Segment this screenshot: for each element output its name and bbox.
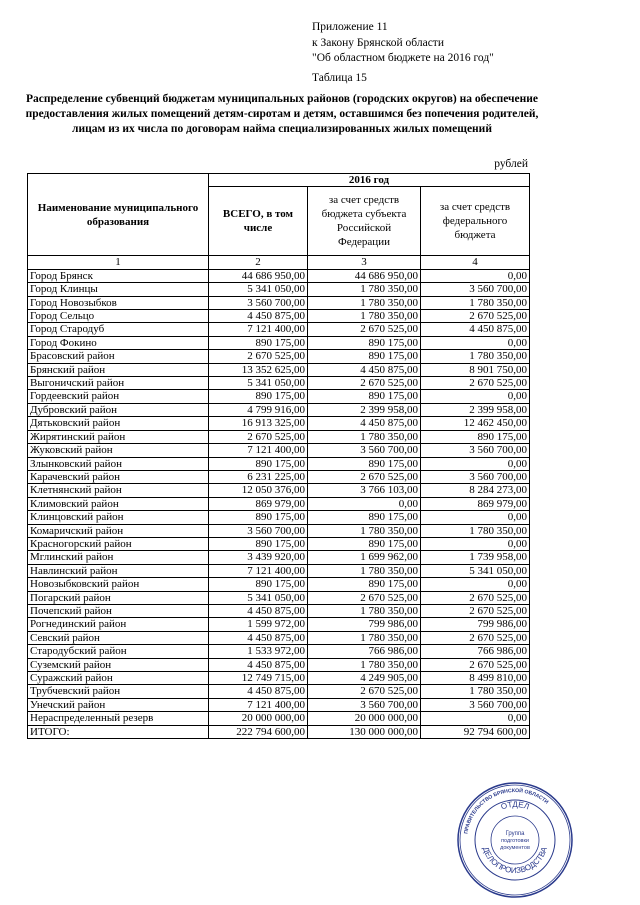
table-row — [28, 578, 530, 591]
header-name: Наименование муниципального образования — [28, 174, 209, 256]
row-federal: 1 780 350,00 — [421, 296, 530, 309]
row-total: 7 121 400,00 — [209, 444, 308, 457]
row-name: Нераспределенный резерв — [28, 712, 209, 725]
row-total: 890 175,00 — [209, 578, 308, 591]
row-regional: 4 450 875,00 — [308, 363, 421, 376]
row-total: 7 121 400,00 — [209, 564, 308, 577]
table-row — [28, 336, 530, 349]
row-regional: 1 780 350,00 — [308, 564, 421, 577]
row-total: 1 599 972,00 — [209, 618, 308, 631]
row-total: 7 121 400,00 — [209, 323, 308, 336]
row-federal: 1 780 350,00 — [421, 524, 530, 537]
row-total: 3 560 700,00 — [209, 296, 308, 309]
row-total: 4 450 875,00 — [209, 310, 308, 323]
row-name: Суземский район — [28, 658, 209, 671]
row-name: Стародубский район — [28, 645, 209, 658]
row-federal: 8 499 810,00 — [421, 672, 530, 685]
row-federal: 0,00 — [421, 390, 530, 403]
row-name: Гордеевский район — [28, 390, 209, 403]
row-federal: 2 670 525,00 — [421, 631, 530, 644]
unit-label: рублей — [494, 158, 528, 170]
row-federal: 2 670 525,00 — [421, 604, 530, 617]
row-federal: 3 560 700,00 — [421, 283, 530, 296]
row-regional: 2 670 525,00 — [308, 377, 421, 390]
row-regional: 890 175,00 — [308, 390, 421, 403]
row-total: 222 794 600,00 — [209, 725, 308, 738]
row-total: 890 175,00 — [209, 390, 308, 403]
table-row — [28, 685, 530, 698]
table-row — [28, 698, 530, 711]
table-row — [28, 363, 530, 376]
row-federal: 0,00 — [421, 712, 530, 725]
row-regional: 3 560 700,00 — [308, 698, 421, 711]
annex-header — [312, 20, 494, 67]
table-row — [28, 470, 530, 483]
row-name: Выгоничский район — [28, 377, 209, 390]
stamp-inner-line-3: документов — [500, 845, 530, 851]
header-total: ВСЕГО, в том числе — [209, 187, 308, 256]
row-regional: 1 780 350,00 — [308, 310, 421, 323]
table-row — [28, 296, 530, 309]
column-number: 3 — [308, 256, 421, 269]
stamp-inner-line-1: Группа — [505, 831, 525, 837]
header-year: 2016 год — [209, 174, 530, 187]
row-federal: 12 462 450,00 — [421, 417, 530, 430]
row-name: Навлинский район — [28, 564, 209, 577]
table-row — [28, 310, 530, 323]
row-regional: 3 560 700,00 — [308, 444, 421, 457]
row-total: 44 686 950,00 — [209, 269, 308, 282]
row-federal: 1 739 958,00 — [421, 551, 530, 564]
row-total: 1 533 972,00 — [209, 645, 308, 658]
row-name: Брасовский район — [28, 350, 209, 363]
table-row — [28, 591, 530, 604]
row-name: Город Брянск — [28, 269, 209, 282]
table-row — [28, 444, 530, 457]
row-name: Мглинский район — [28, 551, 209, 564]
row-total: 12 749 715,00 — [209, 672, 308, 685]
row-total: 5 341 050,00 — [209, 377, 308, 390]
row-federal: 2 670 525,00 — [421, 658, 530, 671]
row-federal: 0,00 — [421, 457, 530, 470]
table-row — [28, 564, 530, 577]
row-federal: 869 979,00 — [421, 497, 530, 510]
row-total: 869 979,00 — [209, 497, 308, 510]
row-federal: 92 794 600,00 — [421, 725, 530, 738]
table-row — [28, 645, 530, 658]
row-regional: 1 780 350,00 — [308, 631, 421, 644]
row-federal: 2 670 525,00 — [421, 310, 530, 323]
row-federal: 2 670 525,00 — [421, 377, 530, 390]
row-federal: 1 780 350,00 — [421, 350, 530, 363]
table-number: Таблица 15 — [312, 72, 367, 84]
row-total: 2 670 525,00 — [209, 350, 308, 363]
row-total: 20 000 000,00 — [209, 712, 308, 725]
row-name: Клетнянский район — [28, 484, 209, 497]
table-row — [28, 283, 530, 296]
row-total: 2 670 525,00 — [209, 430, 308, 443]
row-total: 5 341 050,00 — [209, 283, 308, 296]
row-federal: 0,00 — [421, 336, 530, 349]
row-federal: 0,00 — [421, 537, 530, 550]
table-row — [28, 725, 530, 738]
table-row — [28, 537, 530, 550]
row-federal: 3 560 700,00 — [421, 698, 530, 711]
row-regional: 1 780 350,00 — [308, 658, 421, 671]
row-name: ИТОГО: — [28, 725, 209, 738]
row-total: 6 231 225,00 — [209, 470, 308, 483]
row-name: Город Стародуб — [28, 323, 209, 336]
table-row — [28, 350, 530, 363]
row-total: 13 352 625,00 — [209, 363, 308, 376]
row-total: 3 560 700,00 — [209, 524, 308, 537]
row-regional: 1 780 350,00 — [308, 283, 421, 296]
row-total: 4 799 916,00 — [209, 403, 308, 416]
row-regional: 2 670 525,00 — [308, 470, 421, 483]
row-name: Город Клинцы — [28, 283, 209, 296]
row-federal: 5 341 050,00 — [421, 564, 530, 577]
annex-line-2: к Закону Брянской области — [312, 36, 444, 49]
table-row — [28, 269, 530, 282]
row-federal: 2 670 525,00 — [421, 591, 530, 604]
row-name: Красногорский район — [28, 537, 209, 550]
row-name: Город Фокино — [28, 336, 209, 349]
table-row — [28, 403, 530, 416]
row-regional: 4 249 905,00 — [308, 672, 421, 685]
row-federal: 4 450 875,00 — [421, 323, 530, 336]
table-row — [28, 658, 530, 671]
row-total: 890 175,00 — [209, 511, 308, 524]
row-regional: 4 450 875,00 — [308, 417, 421, 430]
row-total: 16 913 325,00 — [209, 417, 308, 430]
row-total: 4 450 875,00 — [209, 631, 308, 644]
row-regional: 20 000 000,00 — [308, 712, 421, 725]
row-regional: 2 670 525,00 — [308, 591, 421, 604]
row-federal: 0,00 — [421, 578, 530, 591]
row-name: Карачевский район — [28, 470, 209, 483]
row-name: Город Сельцо — [28, 310, 209, 323]
row-total: 7 121 400,00 — [209, 698, 308, 711]
header-federal: за счет средств федерального бюджета — [421, 187, 530, 256]
row-regional: 890 175,00 — [308, 537, 421, 550]
header-regional: за счет средств бюджета субъекта Российской Федерации — [308, 187, 421, 256]
row-total: 890 175,00 — [209, 336, 308, 349]
table-row — [28, 430, 530, 443]
table-row — [28, 497, 530, 510]
stamp-top-text: ОТДЕЛ — [499, 799, 531, 812]
table-row — [28, 672, 530, 685]
row-regional: 890 175,00 — [308, 578, 421, 591]
row-regional: 1 780 350,00 — [308, 430, 421, 443]
row-name: Брянский район — [28, 363, 209, 376]
table-row — [28, 457, 530, 470]
table-row — [28, 511, 530, 524]
table-row — [28, 604, 530, 617]
row-regional: 890 175,00 — [308, 457, 421, 470]
row-regional: 799 986,00 — [308, 618, 421, 631]
row-name: Погарский район — [28, 591, 209, 604]
row-regional: 766 986,00 — [308, 645, 421, 658]
row-regional: 0,00 — [308, 497, 421, 510]
row-name: Клинцовский район — [28, 511, 209, 524]
table-row — [28, 377, 530, 390]
row-name: Дятьковский район — [28, 417, 209, 430]
row-name: Климовский район — [28, 497, 209, 510]
row-federal: 2 399 958,00 — [421, 403, 530, 416]
row-regional: 3 766 103,00 — [308, 484, 421, 497]
column-number: 4 — [421, 256, 530, 269]
row-federal: 3 560 700,00 — [421, 470, 530, 483]
row-federal: 766 986,00 — [421, 645, 530, 658]
annex-line-1: Приложение 11 — [312, 21, 388, 33]
row-federal: 8 284 273,00 — [421, 484, 530, 497]
stamp-ring-text: ПРАВИТЕЛЬСТВО БРЯНСКОЙ ОБЛАСТИ — [463, 787, 550, 835]
row-name: Жуковский район — [28, 444, 209, 457]
row-federal: 0,00 — [421, 269, 530, 282]
subventions-table — [27, 173, 530, 739]
row-federal: 799 986,00 — [421, 618, 530, 631]
column-number: 2 — [209, 256, 308, 269]
row-federal: 0,00 — [421, 511, 530, 524]
stamp-bottom-text: ДЕЛОПРОИЗВОДСТВА — [480, 845, 550, 876]
row-regional: 1 780 350,00 — [308, 296, 421, 309]
office-stamp — [455, 780, 575, 900]
row-name: Злынковский район — [28, 457, 209, 470]
row-regional: 2 670 525,00 — [308, 685, 421, 698]
table-row — [28, 323, 530, 336]
row-total: 890 175,00 — [209, 537, 308, 550]
table-row — [28, 524, 530, 537]
table-row — [28, 631, 530, 644]
table-row — [28, 390, 530, 403]
row-name: Суражский район — [28, 672, 209, 685]
row-regional: 2 670 525,00 — [308, 323, 421, 336]
row-regional: 130 000 000,00 — [308, 725, 421, 738]
row-regional: 890 175,00 — [308, 511, 421, 524]
row-regional: 1 780 350,00 — [308, 604, 421, 617]
row-name: Дубровский район — [28, 403, 209, 416]
row-name: Город Новозыбков — [28, 296, 209, 309]
row-name: Новозыбковский район — [28, 578, 209, 591]
table-row — [28, 484, 530, 497]
stamp-inner-line-2: подготовки — [501, 838, 529, 844]
row-total: 4 450 875,00 — [209, 685, 308, 698]
row-total: 4 450 875,00 — [209, 658, 308, 671]
row-total: 5 341 050,00 — [209, 591, 308, 604]
row-total: 4 450 875,00 — [209, 604, 308, 617]
row-name: Комаричский район — [28, 524, 209, 537]
row-regional: 44 686 950,00 — [308, 269, 421, 282]
row-regional: 890 175,00 — [308, 350, 421, 363]
row-regional: 1 699 962,00 — [308, 551, 421, 564]
annex-line-3: "Об областном бюджете на 2016 год" — [312, 52, 494, 64]
document-title: Распределение субвенций бюджетам муниципальных районов (городских округов) на обеспечение предоставления жилых помещений детям-сиротам и детям, оставшимся без попечения родителей, лицам из их числа по договорам найма специализированных жилых помещений — [25, 93, 539, 135]
row-total: 12 050 376,00 — [209, 484, 308, 497]
row-federal: 1 780 350,00 — [421, 685, 530, 698]
row-name: Трубчевский район — [28, 685, 209, 698]
row-regional: 890 175,00 — [308, 336, 421, 349]
row-federal: 3 560 700,00 — [421, 444, 530, 457]
row-name: Севский район — [28, 631, 209, 644]
row-federal: 890 175,00 — [421, 430, 530, 443]
row-name: Почепский район — [28, 604, 209, 617]
table-row — [28, 712, 530, 725]
table-row — [28, 417, 530, 430]
row-name: Рогнединский район — [28, 618, 209, 631]
row-name: Унечский район — [28, 698, 209, 711]
table-row — [28, 551, 530, 564]
row-regional: 1 780 350,00 — [308, 524, 421, 537]
row-total: 3 439 920,00 — [209, 551, 308, 564]
row-regional: 2 399 958,00 — [308, 403, 421, 416]
row-federal: 8 901 750,00 — [421, 363, 530, 376]
row-total: 890 175,00 — [209, 457, 308, 470]
table-row — [28, 618, 530, 631]
row-name: Жирятинский район — [28, 430, 209, 443]
column-number: 1 — [28, 256, 209, 269]
